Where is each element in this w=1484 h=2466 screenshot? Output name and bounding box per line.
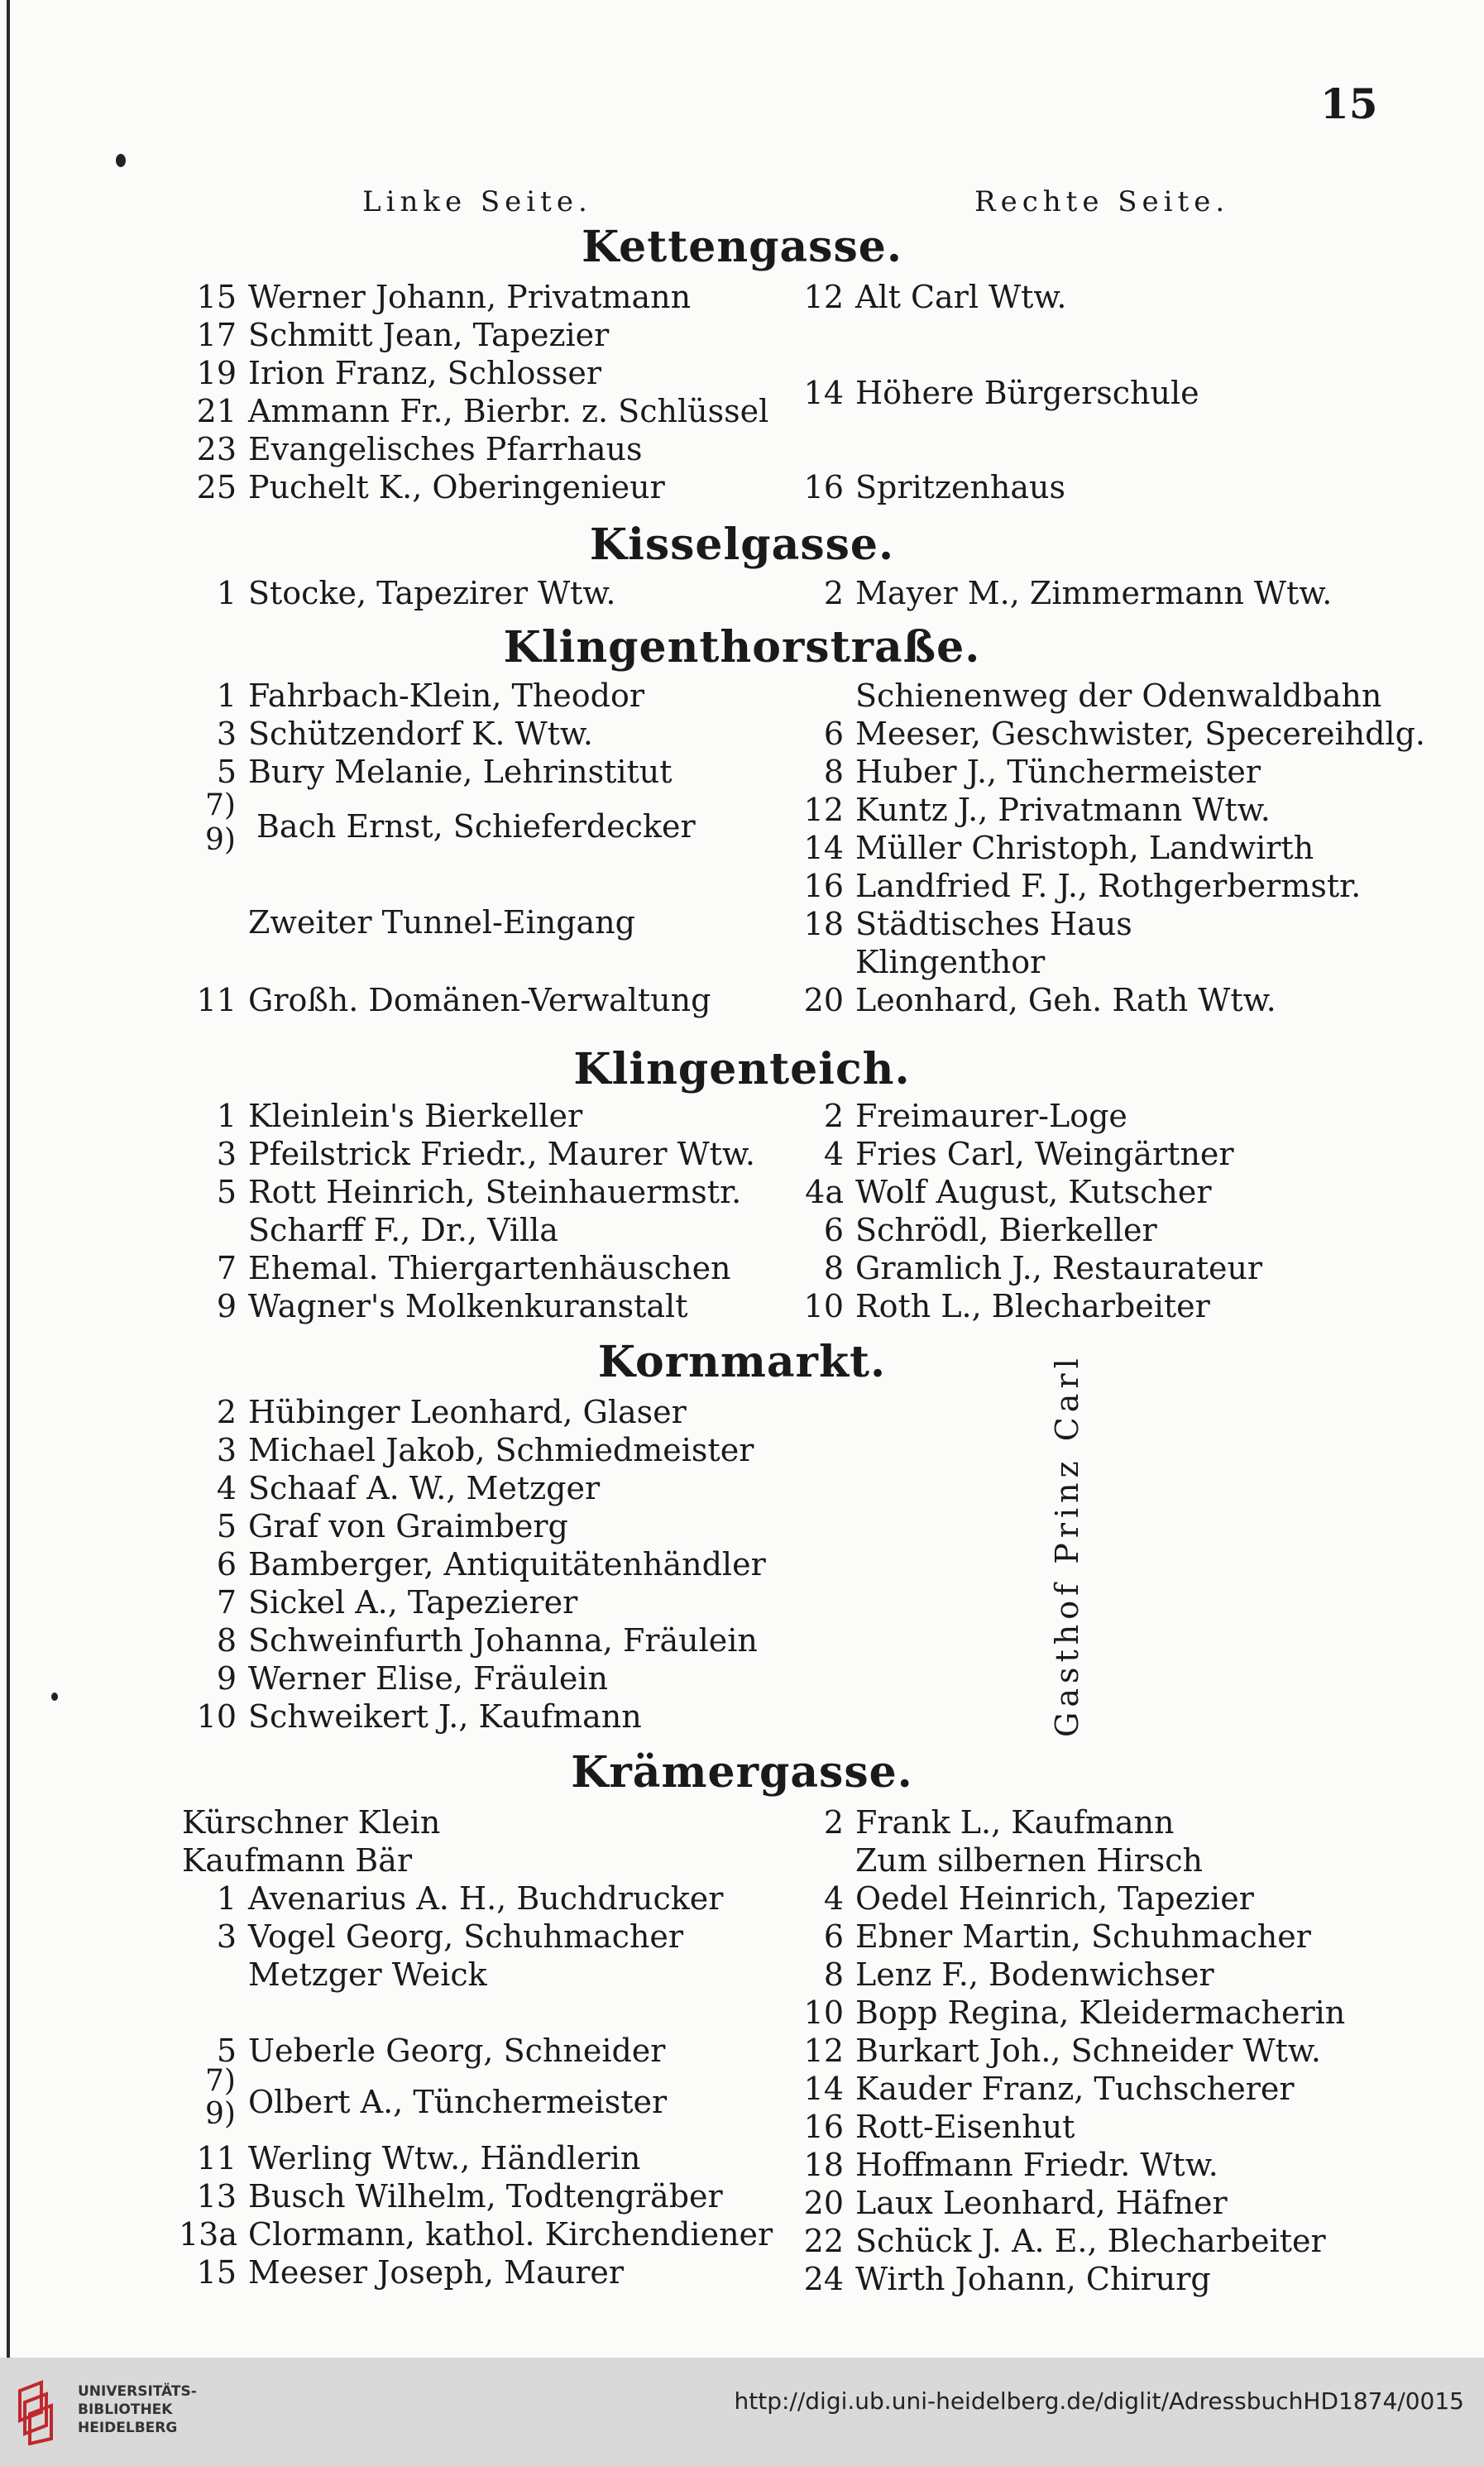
list-item: 18 Städtisches Haus xyxy=(803,906,1132,942)
viewer-footer xyxy=(0,2358,1484,2466)
house-number-brace: 7) xyxy=(205,788,236,822)
list-item: 15 Werner Johann, Privatmann xyxy=(196,279,692,315)
list-item: 6 Ebner Martin, Schuhmacher xyxy=(823,1918,1311,1955)
list-item: 3 Vogel Georg, Schuhmacher xyxy=(216,1918,684,1955)
house-number-brace: 7) xyxy=(205,2064,236,2098)
section-title-kornmarkt: Kornmarkt. xyxy=(597,1337,887,1387)
list-item: 12 Alt Carl Wtw. xyxy=(803,279,1067,315)
list-item: 16 Rott-Eisenhut xyxy=(803,2109,1075,2145)
list-item: Bach Ernst, Schieferdecker xyxy=(256,808,696,845)
list-item: 14 Müller Christoph, Landwirth xyxy=(803,830,1314,866)
list-item: 10 Roth L., Blecharbeiter xyxy=(803,1288,1210,1324)
list-item: 21 Ammann Fr., Bierbr. z. Schlüssel xyxy=(196,393,769,429)
list-item: 4 Oedel Heinrich, Tapezier xyxy=(823,1880,1254,1917)
section-title-klingenthorstrasse: Klingenthorstraße. xyxy=(503,622,981,673)
list-item: 2 Mayer M., Zimmermann Wtw. xyxy=(823,575,1333,611)
ink-speck xyxy=(51,1693,58,1701)
list-item: 3 Schützendorf K. Wtw. xyxy=(216,716,593,752)
list-item: 15 Meeser Joseph, Maurer xyxy=(196,2254,625,2291)
list-item: 25 Puchelt K., Oberingenieur xyxy=(196,469,665,505)
list-item: 8 Schweinfurth Johanna, Fräulein xyxy=(216,1622,758,1659)
list-item: 1 Fahrbach-Klein, Theodor xyxy=(216,678,645,714)
list-item: 12 Kuntz J., Privatmann Wtw. xyxy=(803,792,1271,828)
list-item: 3 Pfeilstrick Friedr., Maurer Wtw. xyxy=(216,1136,755,1172)
right-side-header: Rechte Seite. xyxy=(974,185,1230,218)
list-item: 9 Wagner's Molkenkuranstalt xyxy=(216,1288,688,1324)
list-item: 3 Michael Jakob, Schmiedmeister xyxy=(216,1432,754,1468)
list-item: Klingenthor xyxy=(855,944,1046,980)
section-title-kisselgasse: Kisselgasse. xyxy=(589,520,895,570)
list-item: Zweiter Tunnel-Eingang xyxy=(248,904,635,941)
list-item: 5 Ueberle Georg, Schneider xyxy=(216,2033,666,2069)
list-item: Olbert A., Tünchermeister xyxy=(248,2084,668,2120)
left-side-header: Linke Seite. xyxy=(362,185,592,218)
list-item: Scharff F., Dr., Villa xyxy=(248,1212,558,1248)
list-item: 9 Werner Elise, Fräulein xyxy=(216,1660,608,1697)
list-item: 6 Bamberger, Antiquitätenhändler xyxy=(216,1546,766,1583)
list-item: Kaufmann Bär xyxy=(182,1842,413,1879)
list-item: 6 Schrödl, Bierkeller xyxy=(823,1212,1157,1248)
list-item: 1 Avenarius A. H., Buchdrucker xyxy=(216,1880,724,1917)
house-number-brace: 9) xyxy=(205,823,236,857)
house-number-brace: 9) xyxy=(205,2097,236,2131)
page-number: 15 xyxy=(1320,79,1378,128)
list-item: 7 Sickel A., Tapezierer xyxy=(216,1584,578,1621)
list-item: 14 Höhere Bürgerschule xyxy=(803,375,1199,411)
list-item: 22 Schück J. A. E., Blecharbeiter xyxy=(803,2223,1326,2259)
list-item: 5 Rott Heinrich, Steinhauermstr. xyxy=(216,1174,742,1210)
source-url-link[interactable]: http://digi.ub.uni-heidelberg.de/diglit/AdressbuchHD1874/0015 xyxy=(734,2387,1464,2415)
library-logo-icon xyxy=(13,2379,68,2445)
list-item: 2 Frank L., Kaufmann xyxy=(823,1804,1175,1841)
list-item: 24 Wirth Johann, Chirurg xyxy=(803,2261,1211,2297)
library-logo-text: UNIVERSITÄTS- BIBLIOTHEK HEIDELBERG xyxy=(78,2383,197,2436)
list-item: 8 Gramlich J., Restaurateur xyxy=(823,1250,1263,1286)
list-item: 5 Bury Melanie, Lehrinstitut xyxy=(216,754,673,790)
list-item: 16 Spritzenhaus xyxy=(803,469,1066,505)
list-item: 10 Bopp Regina, Kleidermacherin xyxy=(803,1994,1346,2031)
list-item: 4 Fries Carl, Weingärtner xyxy=(823,1136,1234,1172)
list-item: 20 Laux Leonhard, Häfner xyxy=(803,2185,1228,2221)
list-item: Metzger Weick xyxy=(248,1956,487,1993)
section-title-kettengasse: Kettengasse. xyxy=(582,222,902,272)
list-item: 20 Leonhard, Geh. Rath Wtw. xyxy=(803,982,1276,1018)
list-item: 2 Freimaurer-Loge xyxy=(823,1098,1127,1134)
list-item: Zum silbernen Hirsch xyxy=(855,1842,1204,1879)
list-item: 7 Ehemal. Thiergartenhäuschen xyxy=(216,1250,731,1286)
list-item: 18 Hoffmann Friedr. Wtw. xyxy=(803,2147,1218,2183)
section-title-klingenteich: Klingenteich. xyxy=(573,1044,911,1094)
list-item: 11 Werling Wtw., Händlerin xyxy=(196,2140,641,2176)
list-item: 8 Huber J., Tünchermeister xyxy=(823,754,1261,790)
list-item: Schienenweg der Odenwaldbahn xyxy=(855,678,1382,714)
list-item: 14 Kauder Franz, Tuchscherer xyxy=(803,2071,1295,2107)
list-item: 4 Schaaf A. W., Metzger xyxy=(216,1470,601,1506)
list-item: 23 Evangelisches Pfarrhaus xyxy=(196,431,643,467)
list-item: 4a Wolf August, Kutscher xyxy=(805,1174,1212,1210)
list-item: 12 Burkart Joh., Schneider Wtw. xyxy=(803,2033,1321,2069)
list-item: 16 Landfried F. J., Rothgerbermstr. xyxy=(803,868,1362,904)
list-item: 2 Hübinger Leonhard, Glaser xyxy=(216,1394,687,1430)
list-item: 8 Lenz F., Bodenwichser xyxy=(823,1956,1214,1993)
page-edge-rule xyxy=(7,0,10,2358)
list-item: 5 Graf von Graimberg xyxy=(216,1508,568,1544)
list-item: 1 Stocke, Tapezirer Wtw. xyxy=(216,575,616,611)
list-item: 19 Irion Franz, Schlosser xyxy=(196,355,602,391)
vertical-label-gasthof: Gasthof Prinz Carl xyxy=(1049,1353,1085,1737)
list-item: 1 Kleinlein's Bierkeller xyxy=(216,1098,583,1134)
section-title-kraemergasse: Krämergasse. xyxy=(571,1747,913,1798)
list-item: 10 Schweikert J., Kaufmann xyxy=(196,1698,642,1735)
list-item: 17 Schmitt Jean, Tapezier xyxy=(196,317,610,353)
list-item: 13a Clormann, kathol. Kirchendiener xyxy=(179,2216,773,2253)
list-item: 13 Busch Wilhelm, Todtengräber xyxy=(196,2178,723,2215)
ink-speck xyxy=(116,154,126,167)
list-item: Kürschner Klein xyxy=(182,1804,441,1841)
list-item: 6 Meeser, Geschwister, Specereihdlg. xyxy=(823,716,1425,752)
list-item: 11 Großh. Domänen-Verwaltung xyxy=(196,982,711,1018)
